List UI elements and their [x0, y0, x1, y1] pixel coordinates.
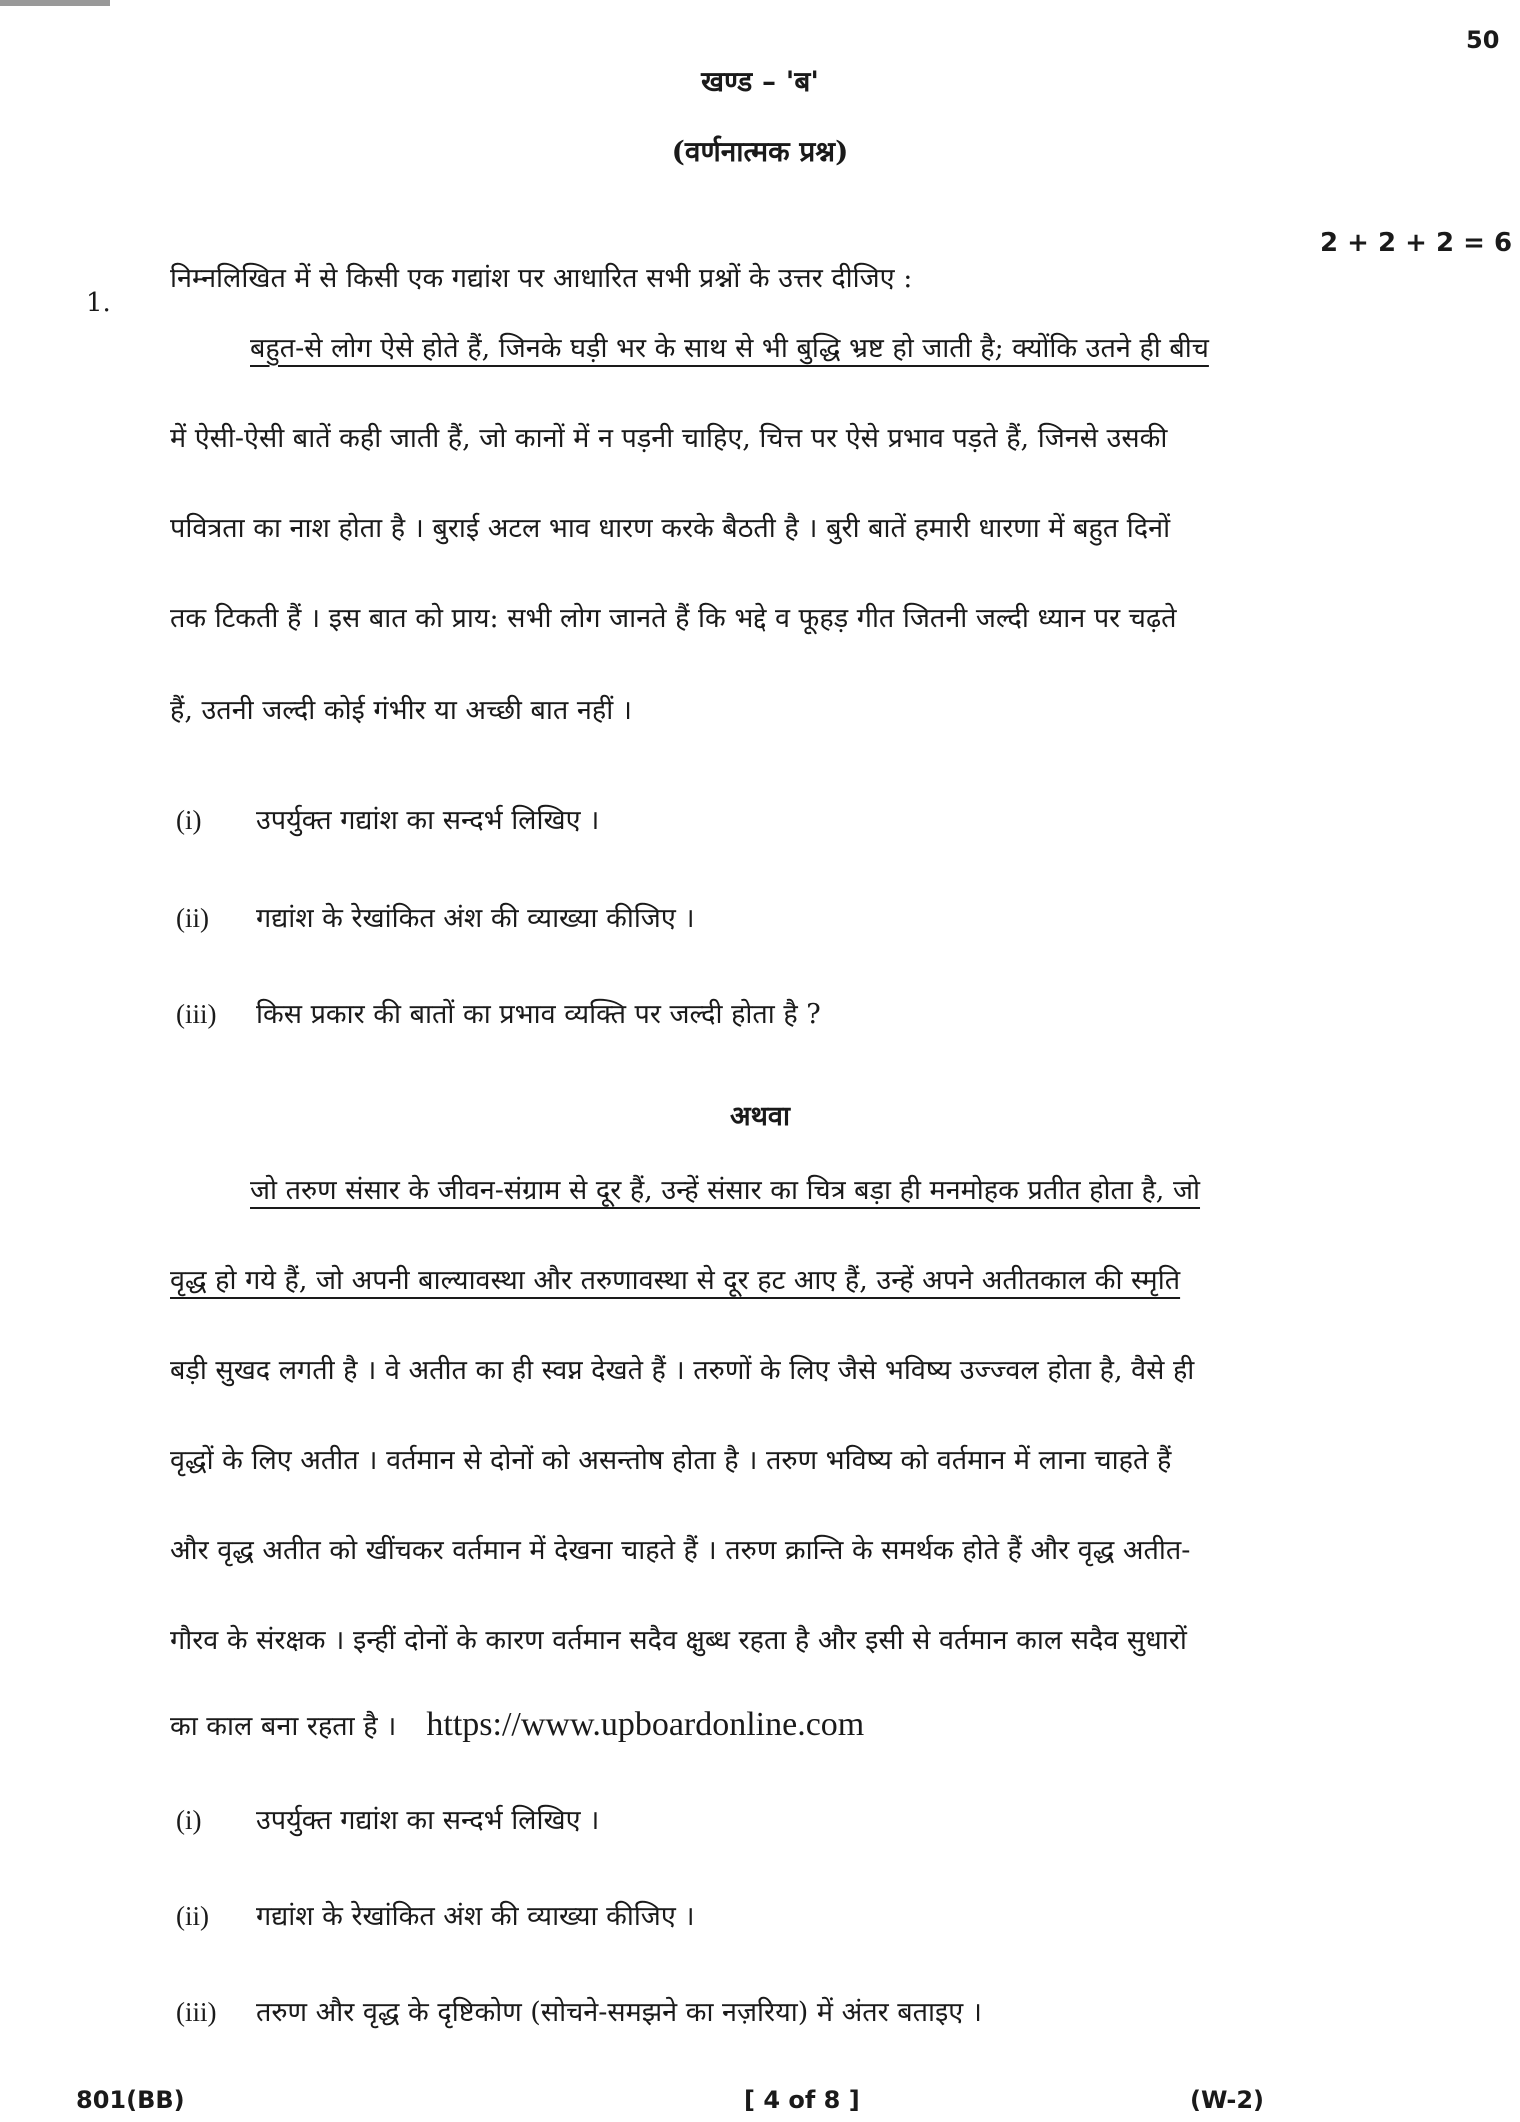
- section-title: खण्ड – 'ब': [701, 65, 819, 98]
- series-code: (W-2): [1190, 2086, 1264, 2114]
- passage1-line: हैं, उतनी जल्दी कोई गंभीर या अच्छी बात नहीं ।: [170, 695, 633, 726]
- passage2-line: गौरव के संरक्षक । इन्हीं दोनों के कारण वर्तमान सदैव क्षुब्ध रहता है और इसी से वर्तमान काल सदैव सुधारों: [170, 1625, 1187, 1656]
- subquestion-label: (ii): [176, 1901, 209, 1931]
- passage1-line: तक टिकती हैं । इस बात को प्राय: सभी लोग जानते हैं कि भद्दे व फूहड़ गीत जितनी जल्दी ध्यान पर चढ़ते: [170, 603, 1177, 634]
- or-separator: अथवा: [730, 1101, 790, 1132]
- subquestion: [176, 1992, 982, 2029]
- subquestion-label: (ii): [176, 903, 209, 933]
- passage2-line: और वृद्ध अतीत को खींचकर वर्तमान में देखना चाहते हैं । तरुण क्रान्ति के समर्थक होते हैं और वृद्ध अतीत-: [170, 1535, 1191, 1566]
- passage2-line: बड़ी सुखद लगती है । वे अतीत का ही स्वप्न देखते हैं । तरुणों के लिए जैसे भविष्य उज्ज्वल होता है, वैसे ही: [170, 1355, 1195, 1386]
- question-number: 1.: [86, 288, 111, 318]
- subquestion-text: गद्यांश के रेखांकित अंश की व्याख्या कीजिए ।: [256, 1901, 695, 1932]
- subquestion-text: गद्यांश के रेखांकित अंश की व्याख्या कीजिए ।: [256, 903, 695, 934]
- passage1-line: पवित्रता का नाश होता है । बुराई अटल भाव धारण करके बैठती है । बुरी बातें हमारी धारणा में बहुत दिनों: [170, 513, 1171, 544]
- paper-code: 801(BB): [76, 2086, 185, 2114]
- website-url: https://www.upboardonline.com: [426, 1706, 865, 1743]
- section-subtitle: (वर्णनात्मक प्रश्न): [671, 135, 849, 168]
- subquestion-text: उपर्युक्त गद्यांश का सन्दर्भ लिखिए ।: [256, 805, 600, 836]
- question-instruction: निम्नलिखित में से किसी एक गद्यांश पर आधारित सभी प्रश्नों के उत्तर दीजिए :: [170, 263, 913, 294]
- subquestion-label: (iii): [176, 1997, 217, 2027]
- page-number: 50: [1466, 26, 1500, 54]
- subquestion-text: तरुण और वृद्ध के दृष्टिकोण (सोचने-समझने का नज़रिया) में अंतर बताइए ।: [256, 1997, 983, 2028]
- subquestion: [176, 898, 695, 935]
- passage2-line-last: [170, 1706, 864, 1744]
- subquestion-label: (i): [176, 805, 202, 835]
- subquestion-text: किस प्रकार की बातों का प्रभाव व्यक्ति पर जल्दी होता है ?: [256, 999, 821, 1030]
- subquestion: [176, 994, 821, 1031]
- passage2-line-text: का काल बना रहता है ।: [170, 1711, 397, 1742]
- marks-allocation: 2 + 2 + 2 = 6: [1320, 228, 1513, 258]
- passage2-line: वृद्ध हो गये हैं, जो अपनी बाल्यावस्था और तरुणावस्था से दूर हट आए हैं, उन्हें अपने अतीतकाल की स्मृति: [170, 1265, 1181, 1296]
- subquestion-label: (iii): [176, 999, 217, 1029]
- passage1-line: में ऐसी-ऐसी बातें कही जाती हैं, जो कानों में न पड़नी चाहिए, चित्त पर ऐसे प्रभाव पड़ते हैं, जिनसे उसकी: [170, 423, 1168, 454]
- scan-edge-mark: [0, 0, 110, 6]
- subquestion: [176, 1800, 599, 1837]
- subquestion-label: (i): [176, 1805, 202, 1835]
- subquestion: [176, 1896, 695, 1933]
- passage2-line: जो तरुण संसार के जीवन-संग्राम से दूर हैं, उन्हें संसार का चित्र बड़ा ही मनमोहक प्रतीत होता है, जो: [250, 1175, 1201, 1206]
- passage2-line: वृद्धों के लिए अतीत । वर्तमान से दोनों को असन्तोष होता है । तरुण भविष्य को वर्तमान में लाना चाहते हैं: [170, 1445, 1172, 1476]
- subquestion: [176, 800, 599, 837]
- page-indicator: [ 4 of 8 ]: [744, 2086, 860, 2114]
- subquestion-text: उपर्युक्त गद्यांश का सन्दर्भ लिखिए ।: [256, 1805, 600, 1836]
- passage1-line: बहुत-से लोग ऐसे होते हैं, जिनके घड़ी भर के साथ से भी बुद्धि भ्रष्ट हो जाती है; क्योंकि उतने ही बीच: [250, 333, 1209, 364]
